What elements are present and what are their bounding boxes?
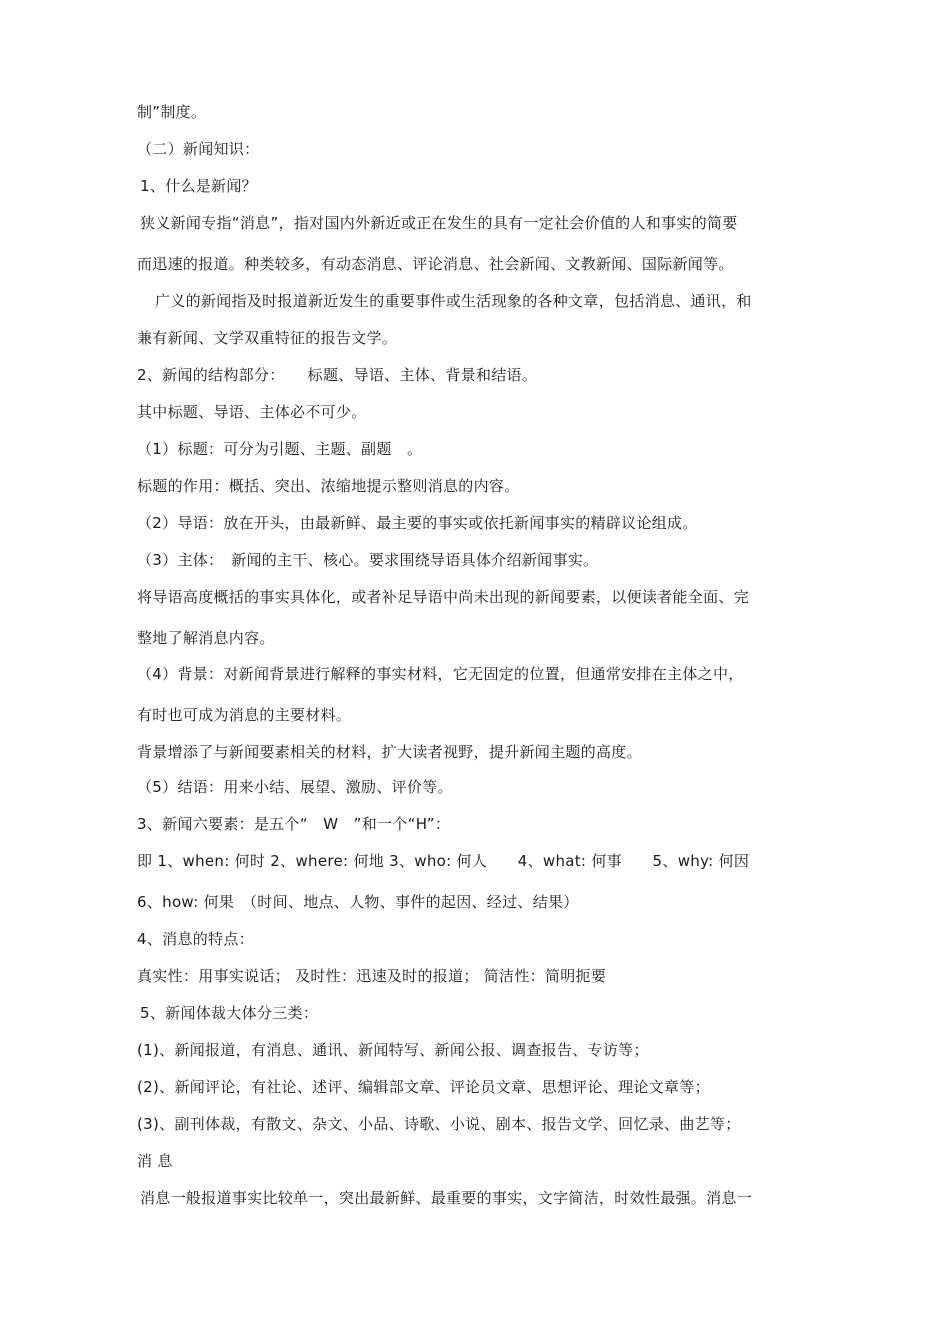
item-heading: 5、新闻体裁大体分三类： [140, 1004, 319, 1022]
text-line: （4）背景：对新闻背景进行解释的事实材料，它无固定的位置，但通常安排在主体之中， [137, 665, 744, 683]
text-line: 制”制度。 [137, 103, 207, 121]
item-heading: 4、消息的特点： [137, 930, 254, 948]
item-heading: 3、新闻六要素：是五个“ W ”和一个“H”： [137, 815, 451, 833]
text-line: （1）标题：可分为引题、主题、副题 。 [137, 440, 423, 458]
section-heading: （二）新闻知识： [137, 140, 260, 158]
text-line: (3)、副刊体裁，有散文、杂文、小品、诗歌、小说、剧本、报告文学、回忆录、曲艺等； [137, 1115, 741, 1133]
text-line: 即 1、when: 何时 2、where: 何地 3、who: 何人 4、what: 何事 5、why: 何因 [137, 852, 750, 870]
text-line: 6、how: 何果 （时间、地点、人物、事件的起因、经过、结果） [137, 893, 579, 911]
text-line: 而迅速的报道。种类较多，有动态消息、评论消息、社会新闻、文教新闻、国际新闻等。 [137, 255, 734, 273]
text-line: 真实性：用事实说话； 及时性：迅速及时的报道； 简洁性：简明扼要 [137, 967, 607, 985]
text-line: 有时也可成为消息的主要材料。 [137, 706, 352, 724]
text-line: （2）导语：放在开头，由最新鲜、最主要的事实或依托新闻事实的精辟议论组成。 [137, 514, 698, 532]
text-line: 其中标题、导语、主体必不可少。 [137, 403, 367, 421]
text-line: 标题的作用：概括、突出、浓缩地提示整则消息的内容。 [137, 477, 520, 495]
text-line: (2)、新闻评论，有社论、述评、编辑部文章、评论员文章、思想评论、理论文章等； [137, 1078, 710, 1096]
text-line: 整地了解消息内容。 [137, 629, 275, 647]
text-line: 广义的新闻指及时报道新近发生的重要事件或生活现象的各种文章，包括消息、通讯，和 [155, 292, 752, 310]
text-line: (1)、新闻报道，有消息、通讯、新闻特写、新闻公报、调查报告、专访等； [137, 1041, 649, 1059]
text-line: 狭义新闻专指“消息”，指对国内外新近或正在发生的具有一定社会价值的人和事实的简要 [140, 214, 738, 232]
text-line: 消息一般报道事实比较单一，突出最新鲜、最重要的事实，文字简洁，时效性最强。消息一 [140, 1189, 753, 1207]
item-heading: 1、什么是新闻？ [140, 177, 257, 195]
subsection-heading: 消 息 [137, 1152, 173, 1170]
text-line: 将导语高度概括的事实具体化，或者补足导语中尚未出现的新闻要素，以便读者能全面、完 [137, 588, 750, 606]
text-line: （3）主体： 新闻的主干、核心。要求围绕导语具体介绍新闻事实。 [137, 551, 599, 569]
text-line: 背景增添了与新闻要素相关的材料，扩大读者视野，提升新闻主题的高度。 [137, 743, 642, 761]
text-line: （5）结语：用来小结、展望、激励、评价等。 [137, 778, 453, 796]
item-heading: 2、新闻的结构部分： 标题、导语、主体、背景和结语。 [137, 366, 538, 384]
text-line: 兼有新闻、文学双重特征的报告文学。 [137, 329, 398, 347]
